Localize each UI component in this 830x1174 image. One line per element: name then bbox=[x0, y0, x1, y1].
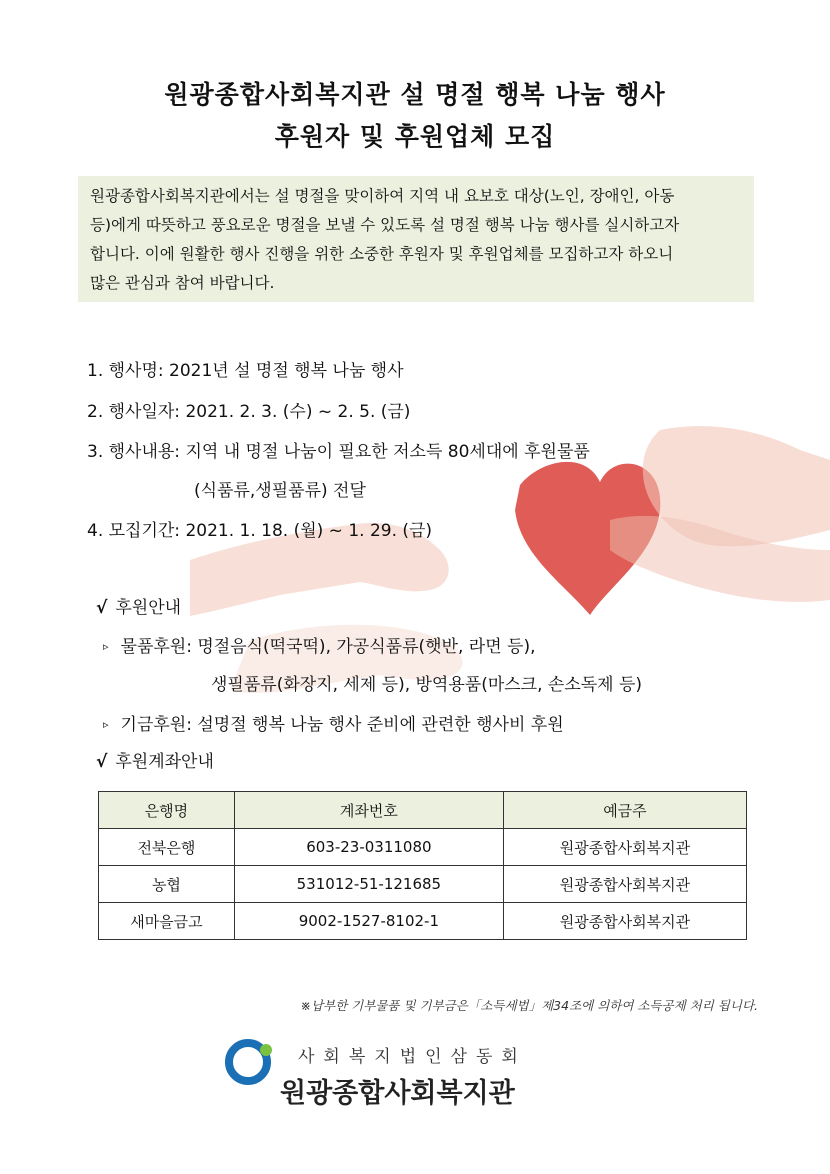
check-icon: √ bbox=[96, 598, 108, 618]
logo-organization-name: 원광종합사회복지관 bbox=[280, 1078, 515, 1109]
page-title-line1: 원광종합사회복지관 설 명절 행복 나눔 행사 bbox=[164, 80, 666, 109]
bank-name: 새마을금고 bbox=[99, 903, 235, 940]
account-holder: 원광종합사회복지관 bbox=[503, 866, 746, 903]
bank-name: 전북은행 bbox=[99, 829, 235, 866]
account-holder: 원광종합사회복지관 bbox=[503, 829, 746, 866]
account-holder: 원광종합사회복지관 bbox=[503, 903, 746, 940]
intro-box bbox=[78, 176, 754, 302]
bullet-fund-donation bbox=[103, 710, 564, 735]
table-row bbox=[99, 866, 747, 903]
table-header-row bbox=[99, 792, 747, 829]
detail-event-name: 1. 행사명: 2021년 설 명절 행복 나눔 행사 bbox=[87, 361, 404, 381]
bank-name: 농협 bbox=[99, 866, 235, 903]
table-row bbox=[99, 903, 747, 940]
intro-line: 많은 관심과 참여 바랍니다. bbox=[90, 274, 275, 292]
goods-donation-text: 물품후원: 명절음식(떡국떡), 가공식품류(햇반, 라면 등), bbox=[120, 637, 536, 657]
goods-donation-text-cont: 생필품류(화장지, 세제 등), 방역용품(마스크, 손소독제 등) bbox=[211, 675, 643, 695]
detail-event-content-cont: (식품류,생필품류) 전달 bbox=[194, 481, 366, 501]
fund-donation-text: 기금후원: 설명절 행복 나눔 행사 준비에 관련한 행사비 후원 bbox=[120, 715, 564, 735]
account-number: 603-23-0311080 bbox=[234, 829, 503, 866]
bullet-goods-donation bbox=[103, 632, 535, 657]
section-donation-guide bbox=[96, 593, 181, 618]
account-table bbox=[98, 791, 747, 940]
detail-recruit-period: 4. 모집기간: 2021. 1. 18. (월) ~ 1. 29. (금) bbox=[87, 521, 433, 541]
intro-line: 합니다. 이에 원활한 행사 진행을 위한 소중한 후원자 및 후원업체를 모집하고자 하오니 bbox=[90, 245, 674, 263]
account-number: 9002-1527-8102-1 bbox=[234, 903, 503, 940]
table-row bbox=[99, 829, 747, 866]
triangle-bullet-icon: ▹ bbox=[103, 718, 109, 731]
logo-foundation-name: 사회복지법인삼동회 bbox=[298, 1047, 527, 1067]
column-header: 계좌번호 bbox=[234, 792, 503, 829]
account-number: 531012-51-121685 bbox=[234, 866, 503, 903]
detail-event-date: 2. 행사일자: 2021. 2. 3. (수) ~ 2. 5. (금) bbox=[87, 402, 411, 422]
check-icon: √ bbox=[96, 752, 108, 772]
section-account-guide bbox=[96, 747, 214, 772]
column-header: 예금주 bbox=[503, 792, 746, 829]
tax-deduction-note: ※납부한 기부물품 및 기부금은「소득세법」제34조에 의하여 소득공제 처리 됩니다. bbox=[300, 998, 758, 1013]
intro-line: 등)에게 따뜻하고 풍요로운 명절을 보낼 수 있도록 설 명절 행복 나눔 행사를 실시하고자 bbox=[90, 216, 680, 234]
triangle-bullet-icon: ▹ bbox=[103, 640, 109, 653]
detail-event-content: 3. 행사내용: 지역 내 명절 나눔이 필요한 저소득 80세대에 후원물품 bbox=[87, 442, 590, 462]
column-header: 은행명 bbox=[99, 792, 235, 829]
page-title-line2: 후원자 및 후원업체 모집 bbox=[274, 122, 556, 151]
intro-line: 원광종합사회복지관에서는 설 명절을 맞이하여 지역 내 요보호 대상(노인, 장애인, 아동 bbox=[90, 187, 675, 205]
section-label: 후원계좌안내 bbox=[115, 752, 214, 772]
section-label: 후원안내 bbox=[115, 598, 182, 618]
